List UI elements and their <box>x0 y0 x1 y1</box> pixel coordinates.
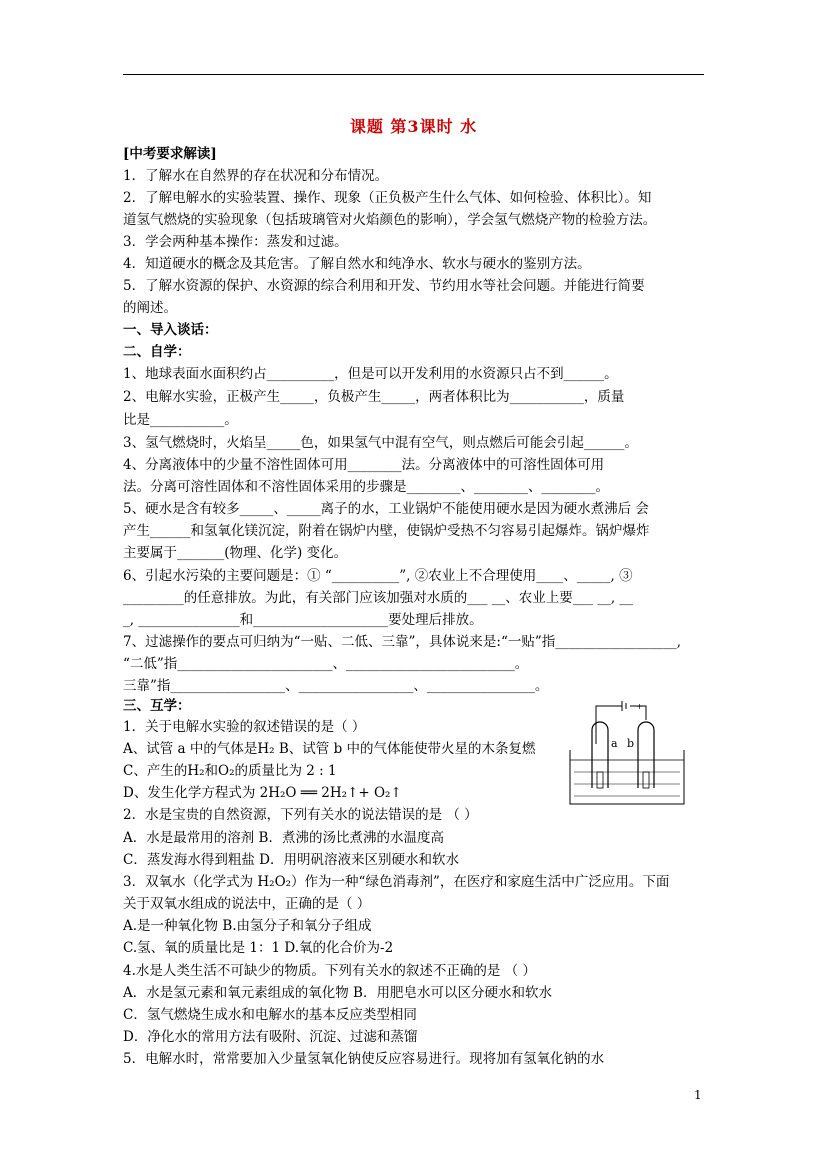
text-line: 4．知道硬水的概念及其危害。了解自然水和纯净水、软水与硬水的鉴别方法。 <box>123 256 591 272</box>
header-rule <box>123 74 704 75</box>
text-line: 1．关于电解水实验的叙述错误的是（ ） <box>123 719 366 735</box>
text-line: 法。分离可溶性固体和不溶性固体采用的步骤是________、________、________。 <box>123 479 609 495</box>
text-line: 二、自学： <box>123 344 191 360</box>
text-line: 2．了解电解水的实验装置、操作、现象（正负极产生什么气体、如何检验、体积比）。知 <box>123 190 652 206</box>
page-number: 1 <box>694 1088 702 1102</box>
text-line: 3、氢气燃烧时，火焰呈_____色，如果氢气中混有空气，则点燃后可能会引起______。 <box>123 435 638 451</box>
text-line: 一、导入谈话： <box>123 322 218 338</box>
page-title: 课题 第3课时 水 <box>349 117 478 136</box>
svg-text:+: + <box>636 702 643 711</box>
tube-b-label: b <box>627 737 635 750</box>
text-line: A.是一种氧化物 B.由氢分子和氧分子组成 <box>123 918 372 934</box>
text-line: 3．学会两种基本操作：蒸发和过滤。 <box>123 234 348 250</box>
text-line: 1．了解水在自然界的存在状况和分布情况。 <box>123 168 389 184</box>
text-line: 三、互学： <box>123 698 191 714</box>
text-line: A．水是最常用的溶剂 B．煮沸的汤比煮沸的水温度高 <box>123 830 444 846</box>
text-line: 关于双氧水组成的说法中，正确的是（ ） <box>123 896 371 912</box>
text-line: C．蒸发海水得到粗盐 D．用明矾溶液来区别硬水和软水 <box>123 852 459 868</box>
text-line: 2．水是宝贵的自然资源，下列有关水的说法错误的是 （ ） <box>123 807 478 823</box>
text-line: D、发生化学方程式为 2H₂O ══ 2H₂↑+ O₂↑ <box>123 785 402 801</box>
text-line: 5．了解水资源的保护、水资源的综合利用和开发、节约用水等社会问题。并能进行简要 <box>123 278 645 294</box>
text-line: [中考要求解读] <box>123 146 217 162</box>
text-line: 4、分离液体中的少量不溶性固体可用________法。分离液体中的可溶性固体可用 <box>123 457 605 473</box>
text-line: 3．双氧水（化学式为 H₂O₂）作为一种“绿色消毒剂”，在医疗和家庭生活中广泛应用。下面 <box>123 874 670 890</box>
text-line: C.氢、氧的质量比是 1：1 D.氧的化合价为-2 <box>123 940 394 956</box>
text-line: A、试管 a 中的气体是H₂ B、试管 b 中的气体能使带火星的木条复燃 <box>123 741 536 757</box>
text-line: 的阐述。 <box>123 300 177 316</box>
text-line: 主要属于_______(物理、化学) 变化。 <box>123 545 348 561</box>
text-line: 2、电解水实验，正极产生_____，负极产生_____，两者体积比为___________，质量 <box>123 389 625 405</box>
text-line: C．氢气燃烧生成水和电解水的基本反应类型相同 <box>123 1007 417 1023</box>
electrolysis-apparatus <box>566 700 688 806</box>
tube-a-label: a <box>611 737 618 750</box>
text-line: 产生______和氢氧化镁沉淀，附着在锅炉内壁，使锅炉受热不匀容易引起爆炸。锅炉爆炸 <box>123 523 650 539</box>
text-line: 5、硬水是含有较多_____、_____离子的水，工业锅炉不能使用硬水是因为硬水煮沸后 会 <box>123 501 649 517</box>
text-line: A．水是氢元素和氧元素组成的氧化物 B．用肥皂水可以区分硬水和软水 <box>123 985 552 1001</box>
text-line: _________的任意排放。为此，有关部门应该加强对水质的___ __、农业上要___ __, __ <box>123 590 633 606</box>
text-line: 5．电解水时，常常要加入少量氢氧化钠使反应容易进行。现将加有氢氧化钠的水 <box>123 1051 605 1067</box>
text-line: C、产生的H₂和O₂的质量比为 2 : 1 <box>123 763 337 779</box>
text-line: _, _______________和____________________要处理后排放。 <box>123 612 483 628</box>
text-line: 7、过滤操作的要点可归纳为“一贴、二低、三靠”，具体说来是:“一贴”指__________________, <box>123 634 682 650</box>
text-line: 道氢气燃烧的实验现象（包括玻璃管对火焰颜色的影响），学会氢气燃烧产物的检验方法。 <box>123 212 657 228</box>
text-line: 三靠”指_________________、_________________、________________。 <box>123 678 549 694</box>
text-line: D．净化水的常用方法有吸附、沉淀、过滤和蒸馏 <box>123 1029 418 1045</box>
text-line: 1、地球表面水面积约占__________，但是可以开发利用的水资源只占不到______。 <box>123 366 618 382</box>
text-line: 6、引起水污染的主要问题是：① “__________”, ②农业上不合理使用____、_____, ③ <box>123 568 633 584</box>
text-line: “二低”指_______________________、_________________________。 <box>123 656 529 672</box>
text-line: 4.水是人类生活不可缺少的物质。下列有关水的叙述不正确的是 （ ） <box>123 963 536 979</box>
text-line: 比是___________。 <box>123 412 238 428</box>
